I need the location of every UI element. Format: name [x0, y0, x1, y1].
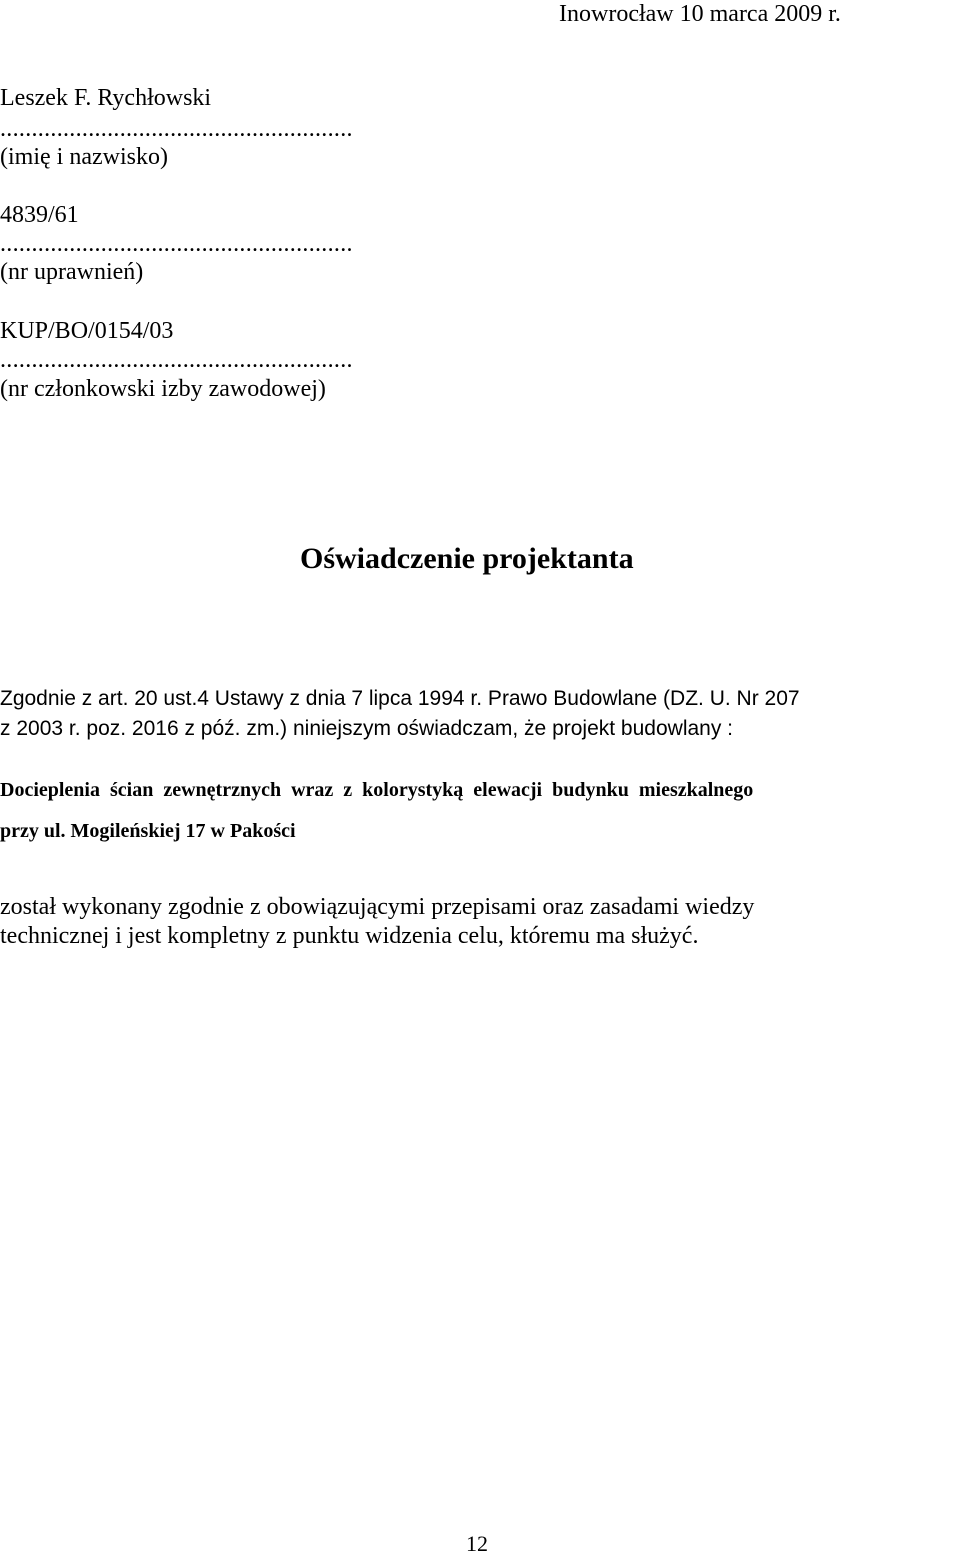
project-description-line-2: przy ul. Mogileńskiej 17 w Pakości — [0, 820, 296, 842]
designer-name-dots: ........................................................ — [0, 116, 353, 142]
membership-number-label: (nr członkowski izby zawodowej) — [0, 376, 326, 402]
legal-basis-line-2: z 2003 r. poz. 2016 z póź. zm.) niniejszym oświadczam, że projekt budowlany : — [0, 717, 734, 740]
place-date: Inowrocław 10 marca 2009 r. — [559, 1, 841, 27]
closing-statement-line-2: technicznej i jest kompletny z punktu widzenia celu, któremu ma służyć. — [0, 923, 699, 949]
legal-basis-line-1: Zgodnie z art. 20 ust.4 Ustawy z dnia 7 lipca 1994 r. Prawo Budowlane (DZ. U. Nr 207 — [0, 687, 800, 710]
license-number-label: (nr uprawnień) — [0, 259, 144, 285]
page-number: 12 — [466, 1531, 488, 1556]
designer-name-value: Leszek F. Rychłowski — [0, 85, 212, 111]
project-description-line-1: Docieplenia ścian zewnętrznych wraz z kolorystyką elewacji budynku mieszkalnego — [0, 779, 754, 801]
document-title: Oświadczenie projektanta — [300, 542, 634, 575]
membership-number-value: KUP/BO/0154/03 — [0, 318, 174, 344]
license-number-dots: ........................................................ — [0, 231, 353, 257]
closing-statement-line-1: został wykonany zgodnie z obowiązującymi przepisami oraz zasadami wiedzy — [0, 894, 755, 920]
license-number-value: 4839/61 — [0, 202, 79, 228]
membership-number-dots: ........................................................ — [0, 347, 353, 373]
designer-name-label: (imię i nazwisko) — [0, 144, 168, 170]
